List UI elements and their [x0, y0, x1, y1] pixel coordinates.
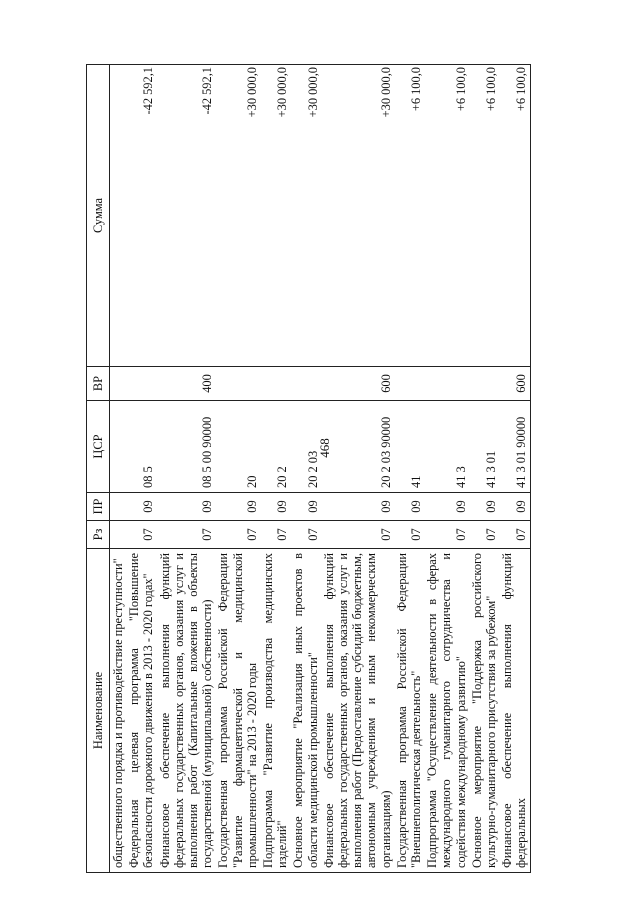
row-pr: 09 [126, 493, 156, 521]
rotated-table-wrapper [86, 65, 601, 873]
row-csr [110, 401, 127, 493]
row-name: Федеральная целевая программа "Повышение безопасности дорожного движения в 2013 - 2020 годах" [126, 549, 156, 873]
row-csr: 41 3 01 90000 [499, 401, 530, 493]
row-sum: -42 592,1 [157, 65, 216, 367]
header-sum: Сумма [87, 65, 110, 367]
row-rz: 07 [215, 521, 260, 549]
header-row [87, 65, 110, 873]
table-row [499, 65, 530, 873]
row-sum: +6 100,0 [394, 65, 424, 367]
row-pr: 09 [424, 493, 469, 521]
row-vr [215, 367, 260, 401]
row-name: Основное мероприятие "Поддержка российского культурно-гуманитарного присутствия за рубежом" [469, 549, 499, 873]
row-csr: 41 [394, 401, 424, 493]
row-pr: 09 [157, 493, 216, 521]
row-sum: +30 000,0 [290, 65, 320, 367]
table-row [394, 65, 424, 873]
row-sum [110, 65, 127, 367]
header-pr: ПР [87, 493, 110, 521]
row-vr: 600 [499, 367, 530, 401]
row-name: Подпрограмма "Развитие производства медицинских изделий" [260, 549, 290, 873]
table-row [126, 65, 156, 873]
row-csr: 20 2 [260, 401, 290, 493]
row-pr: 09 [499, 493, 530, 521]
row-vr [394, 367, 424, 401]
row-rz: 07 [424, 521, 469, 549]
row-sum: +30 000,0 [215, 65, 260, 367]
row-name: общественного порядка и противодействие преступности" [110, 549, 127, 873]
row-sum: +6 100,0 [469, 65, 499, 367]
row-vr: 600 [321, 367, 394, 401]
row-csr: 41 3 [424, 401, 469, 493]
row-pr: 09 [469, 493, 499, 521]
table-row [290, 65, 320, 873]
row-pr: 09 [394, 493, 424, 521]
row-vr [469, 367, 499, 401]
row-sum: -42 592,1 [126, 65, 156, 367]
row-name: Финансовое обеспечение выполнения функций федеральных [499, 549, 530, 873]
table-row [215, 65, 260, 873]
row-sum: +30 000,0 [260, 65, 290, 367]
row-pr: 09 [321, 493, 394, 521]
row-rz: 07 [260, 521, 290, 549]
row-rz: 07 [157, 521, 216, 549]
row-vr [126, 367, 156, 401]
table-row [469, 65, 499, 873]
row-vr [424, 367, 469, 401]
header-rz: Рз [87, 521, 110, 549]
budget-table [86, 64, 531, 873]
row-rz: 07 [126, 521, 156, 549]
row-name: Финансовое обеспечение выполнения функций федеральных государственных органов, оказания услуг и выполнения работ (Капитальные вложения в объекты государственной (муниципальной) собственности) [157, 549, 216, 873]
row-name: Финансовое обеспечение выполнения функций федеральных государственных органов, оказания услуг и выполнения работ (Предоставление субсидий бюджетным, автономным учреждениям и иным некоммерческим организациям) [321, 549, 394, 873]
row-pr: 09 [215, 493, 260, 521]
row-vr [290, 367, 320, 401]
row-name: Подпрограмма "Осуществление деятельности в сферах международного гуманитарного сотрудничества и содействия международному развитию" [424, 549, 469, 873]
table-row [260, 65, 290, 873]
row-name: Государственная программа Российской Федерации "Внешнеполитическая деятельность" [394, 549, 424, 873]
row-name: Государственная программа Российской Федерации "Развитие фармацевтической и медицинской промышленности" на 2013 - 2020 годы [215, 549, 260, 873]
table-row [157, 65, 216, 873]
row-sum: +6 100,0 [499, 65, 530, 367]
header-csr: ЦСР [87, 401, 110, 493]
row-rz [110, 521, 127, 549]
row-vr [110, 367, 127, 401]
row-name: Основное мероприятие "Реализация иных проектов в области медицинской промышленности" [290, 549, 320, 873]
header-vr: ВР [87, 367, 110, 401]
row-rz: 07 [469, 521, 499, 549]
row-csr: 20 [215, 401, 260, 493]
row-csr: 08 5 [126, 401, 156, 493]
row-csr: 20 2 03 [290, 401, 320, 493]
row-rz: 07 [499, 521, 530, 549]
row-csr: 08 5 00 90000 [157, 401, 216, 493]
row-csr: 41 3 01 [469, 401, 499, 493]
row-vr: 400 [157, 367, 216, 401]
row-rz: 07 [321, 521, 394, 549]
row-rz: 07 [394, 521, 424, 549]
table-row [321, 65, 394, 873]
row-pr: 09 [290, 493, 320, 521]
row-rz: 07 [290, 521, 320, 549]
table-row [110, 65, 127, 873]
row-csr: 20 2 03 90000 [321, 401, 394, 493]
table-row [424, 65, 469, 873]
page-number: 468 [316, 438, 332, 458]
row-sum: +30 000,0 [321, 65, 394, 367]
row-sum: +6 100,0 [424, 65, 469, 367]
row-pr: 09 [260, 493, 290, 521]
row-vr [260, 367, 290, 401]
row-pr [110, 493, 127, 521]
header-name: Наименование [87, 549, 110, 873]
